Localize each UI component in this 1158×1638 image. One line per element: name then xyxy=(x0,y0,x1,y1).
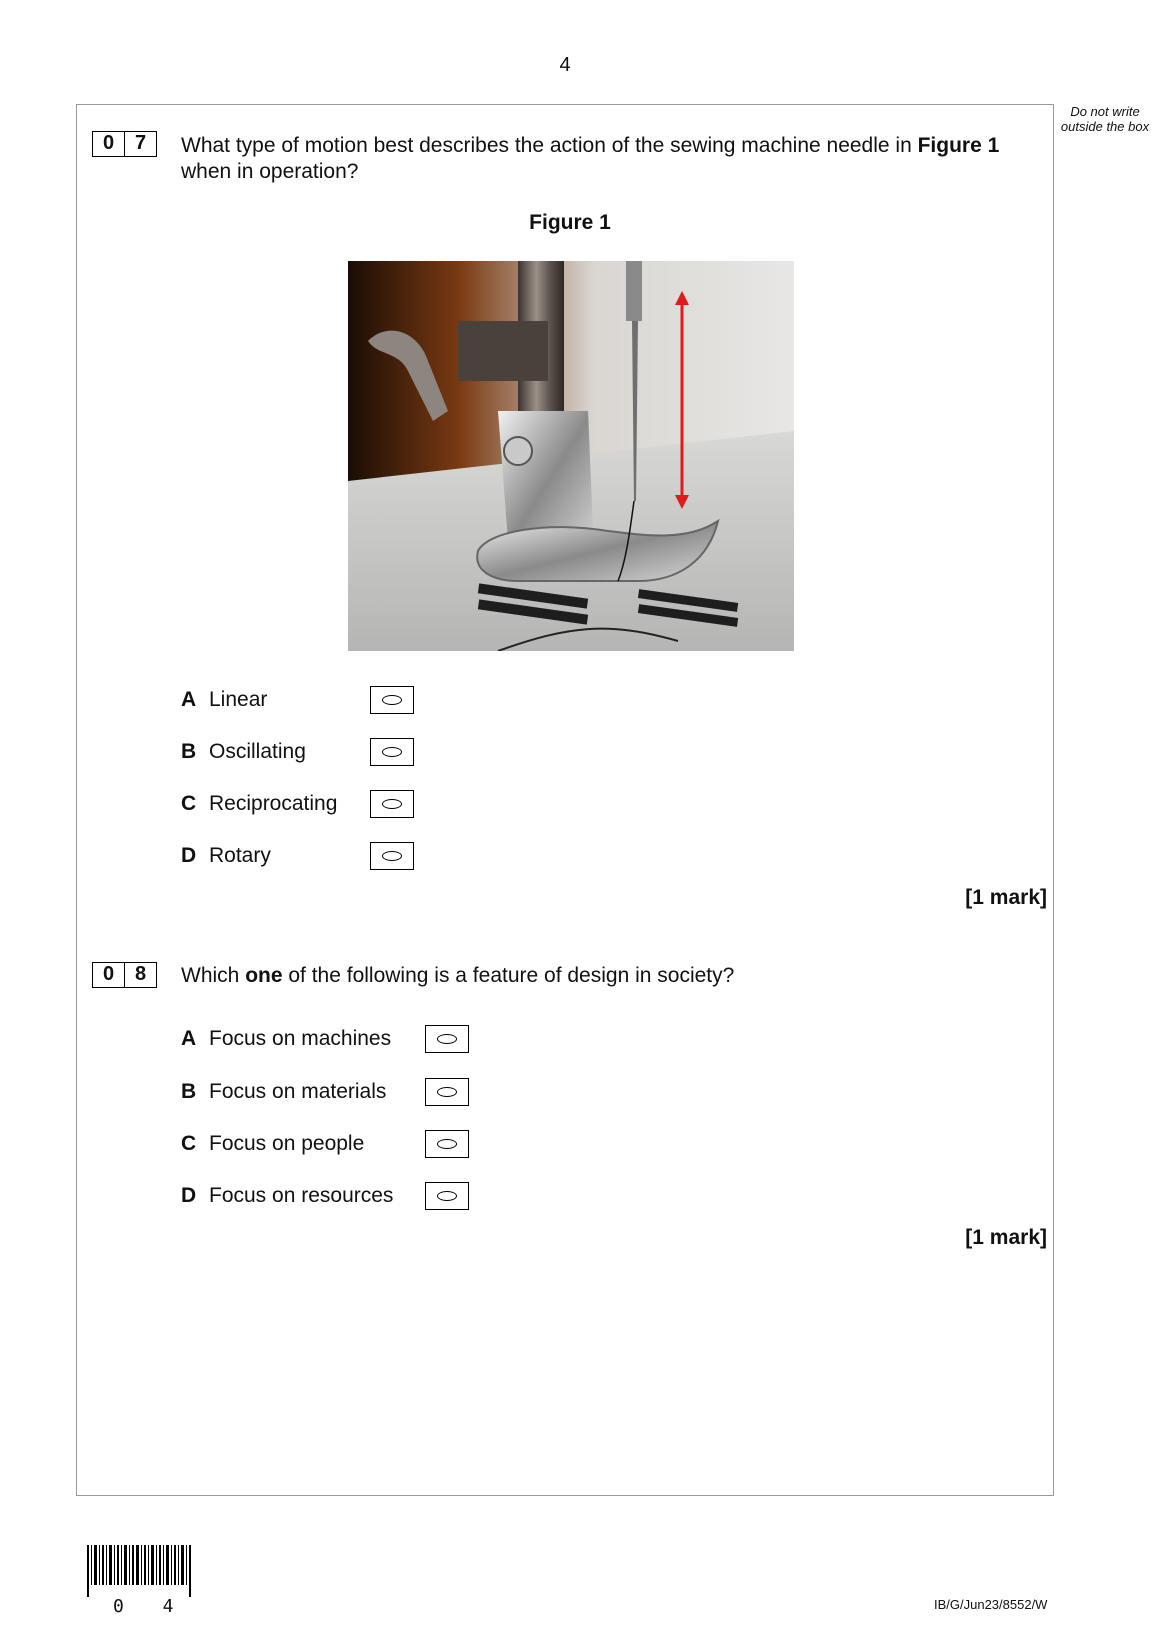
q7-mark: [1 mark] xyxy=(965,886,1047,909)
q8-option-b xyxy=(181,1078,469,1106)
q8-answer-box-c[interactable] xyxy=(425,1130,469,1158)
option-label: Linear xyxy=(209,688,268,711)
question-number-07 xyxy=(92,131,157,157)
q8-answer-box-d[interactable] xyxy=(425,1182,469,1210)
option-letter: A xyxy=(181,1027,197,1050)
page-number: 4 xyxy=(559,54,571,76)
barcode xyxy=(87,1545,197,1602)
option-label: Focus on people xyxy=(209,1132,365,1155)
q8-answer-box-b[interactable] xyxy=(425,1078,469,1106)
option-label: Reciprocating xyxy=(209,792,338,815)
question-text-bold: Figure 1 xyxy=(917,134,1000,157)
q7-answer-box-c[interactable] xyxy=(370,790,414,818)
q7-option-a xyxy=(181,686,414,714)
answer-bubble[interactable] xyxy=(382,851,402,861)
answer-bubble[interactable] xyxy=(437,1191,457,1201)
option-letter: B xyxy=(181,740,197,763)
q7-option-d xyxy=(181,842,414,870)
question-digit: 7 xyxy=(124,132,156,156)
option-letter: C xyxy=(181,792,197,815)
option-letter: C xyxy=(181,1132,197,1155)
question-text-bold: one xyxy=(245,964,283,987)
option-letter: A xyxy=(181,688,197,711)
q8-option-d xyxy=(181,1182,469,1210)
option-label: Oscillating xyxy=(209,740,306,763)
answer-bubble[interactable] xyxy=(382,747,402,757)
answer-bubble[interactable] xyxy=(382,799,402,809)
option-letter: D xyxy=(181,844,197,867)
q8-mark: [1 mark] xyxy=(965,1226,1047,1249)
question-digit: 0 xyxy=(102,963,115,985)
question-digit: 0 xyxy=(102,132,115,154)
question-08-text xyxy=(181,963,1041,989)
footer-code: IB/G/Jun23/8552/W xyxy=(934,1597,1048,1612)
question-text-part: when in operation? xyxy=(181,160,359,183)
question-digit: 8 xyxy=(124,963,156,987)
margin-note: Do not write outside the box xyxy=(1060,104,1150,134)
answer-bubble[interactable] xyxy=(437,1139,457,1149)
barcode-number: 0 4 xyxy=(113,1596,188,1617)
sewing-machine-figure xyxy=(348,261,794,651)
answer-bubble[interactable] xyxy=(437,1087,457,1097)
barcode-graphic xyxy=(87,1545,197,1597)
q8-answer-box-a[interactable] xyxy=(425,1025,469,1053)
q7-answer-box-a[interactable] xyxy=(370,686,414,714)
question-number-08 xyxy=(92,962,157,988)
q7-answer-box-d[interactable] xyxy=(370,842,414,870)
option-letter: B xyxy=(181,1080,197,1103)
answer-bubble[interactable] xyxy=(382,695,402,705)
q8-option-a xyxy=(181,1025,469,1053)
option-label: Focus on machines xyxy=(209,1027,392,1050)
sewing-machine-image xyxy=(348,261,794,651)
question-text-part: What type of motion best describes the action of the sewing machine needle in xyxy=(181,134,918,157)
q8-option-c xyxy=(181,1130,469,1158)
q7-answer-box-b[interactable] xyxy=(370,738,414,766)
figure-title: Figure 1 xyxy=(529,211,611,234)
q7-option-c xyxy=(181,790,414,818)
option-label: Rotary xyxy=(209,844,271,867)
question-text-part: Which xyxy=(181,964,246,987)
option-label: Focus on materials xyxy=(209,1080,387,1103)
question-07-text xyxy=(181,133,1041,185)
answer-bubble[interactable] xyxy=(437,1034,457,1044)
option-label: Focus on resources xyxy=(209,1184,394,1207)
q7-option-b xyxy=(181,738,414,766)
question-text-part: of the following is a feature of design in society? xyxy=(282,964,735,987)
option-letter: D xyxy=(181,1184,197,1207)
